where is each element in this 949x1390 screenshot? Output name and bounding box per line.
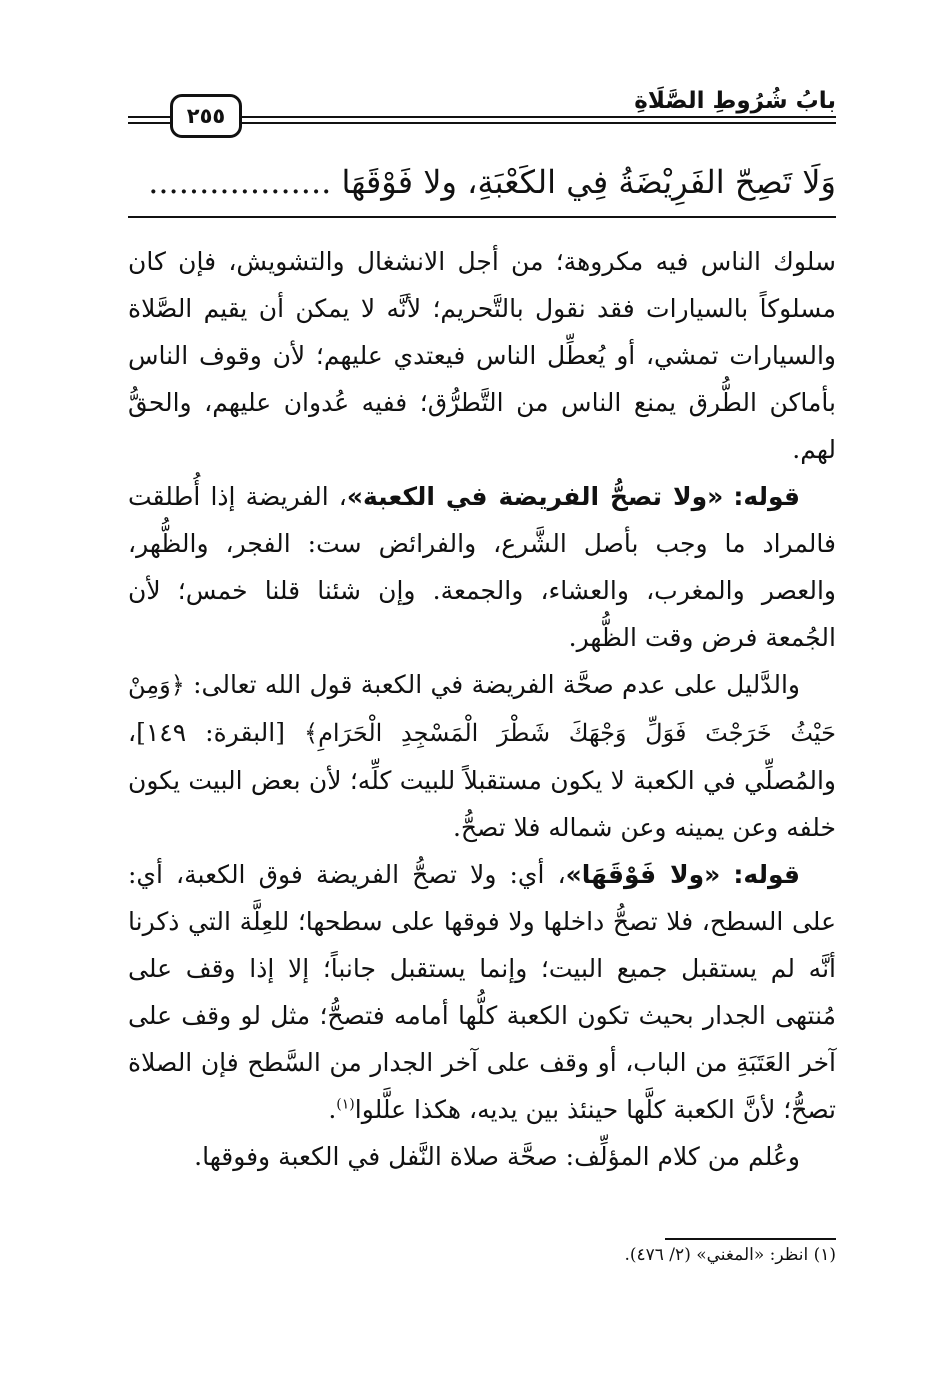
header-rule-right [242,116,836,118]
quran-verse: ﴿وَمِنْ حَيْثُ خَرَجْتَ فَوَلِّ وَجْهَكَ شَطْرَ الْمَسْجِدِ الْحَرَامِ﴾ [128,671,836,747]
matn-divider [128,216,836,218]
header-rule-left [128,116,170,118]
paragraph-3-text: ، والمُصلِّي في الكعبة لا يكون مستقبلاً للبيت كلِّه؛ لأن بعض البيت يكون خلفه وعن يمينه وعن شماله فلا تصحُّ. [128,718,836,842]
paragraph-4-text: ، أي: ولا تصحُّ الفريضة فوق الكعبة، أي: على السطح، فلا تصحُّ داخلها ولا فوقها على سطحها؛ للعِلَّة التي ذكرنا أنَّه لم يستقبل جميع البيت؛ وإنما يستقبل جانباً؛ إلا إذا وقف على مُنتهى الجدار بحيث تكون الكعبة كلُّها أمامه فتصحُّ؛ مثل لو وقف على آخر العَتَبَةِ من الباب، أو وقف على آخر الجدار من السَّطح فإن الصلاة تصحُّ؛ لأنَّ الكعبة كلَّها حينئذ بين يديه، هكذا علَّلوا [128,860,836,1124]
commentary-body [128,238,836,1180]
paragraph-3-intro: والدَّليل على عدم صحَّة الفريضة في الكعبة قول الله تعالى: [193,670,801,699]
footnote-divider [665,1238,836,1240]
chapter-title: بابُ شُرُوطِ الصَّلَاةِ [634,88,836,114]
header-rule-right-2 [242,122,836,124]
paragraph-1: سلوك الناس فيه مكروهة؛ من أجل الانشغال والتشويش، فإن كان مسلوكاً بالسيارات فقد نقول بالتَّحريم؛ لأنَّه لا يمكن أن يقيم الصَّلاة والسيارات تمشي، أو يُعطِّل الناس فيعتدي عليهم؛ لأن وقوف الناس بأماكن الطُّرق يمنع الناس من التَّطرُّق؛ ففيه عُدوان عليهم، والحقُّ لهم. [128,247,836,464]
paragraph-4 [128,851,836,1133]
footnote-marker: (١) [336,1096,355,1113]
qawl-label: قوله: [733,482,800,511]
matn-quote: «ولا تصحُّ الفريضة في الكعبة» [346,482,724,511]
paragraph-5: وعُلم من كلام المؤلِّف: صحَّة صلاة النَّفل في الكعبة وفوقها. [194,1142,800,1171]
paragraph-2-text: ، الفريضة إذا أُطلقت فالمراد ما وجب بأصل الشَّرع، والفرائض ست: الفجر، والظُّهر، والعصر والمغرب، والعشاء، والجمعة. وإن شئنا قلنا خمس؛ لأن الجُمعة فرض وقت الظُّهر. [128,482,836,652]
page-number: ٢٥٥ [170,94,242,138]
page-header [128,86,836,146]
paragraph-2 [128,473,836,661]
matn-quote-2: «ولا فَوْقَهَا» [565,860,721,889]
header-rule-left-2 [128,122,170,124]
paragraph-3 [128,661,836,851]
verse-reference: [البقرة: ١٤٩] [136,718,285,747]
footnote: (١) انظر: «المغني» (٢/ ٤٧٦). [624,1245,836,1265]
matn-line: وَلَا تَصِحّ الفَرِيْضَةُ فِي الكَعْبَةِ، ولا فَوْقَهَا .................. [148,163,836,201]
paragraph-4-end: . [328,1095,337,1124]
qawl-label-2: قوله: [733,860,800,889]
